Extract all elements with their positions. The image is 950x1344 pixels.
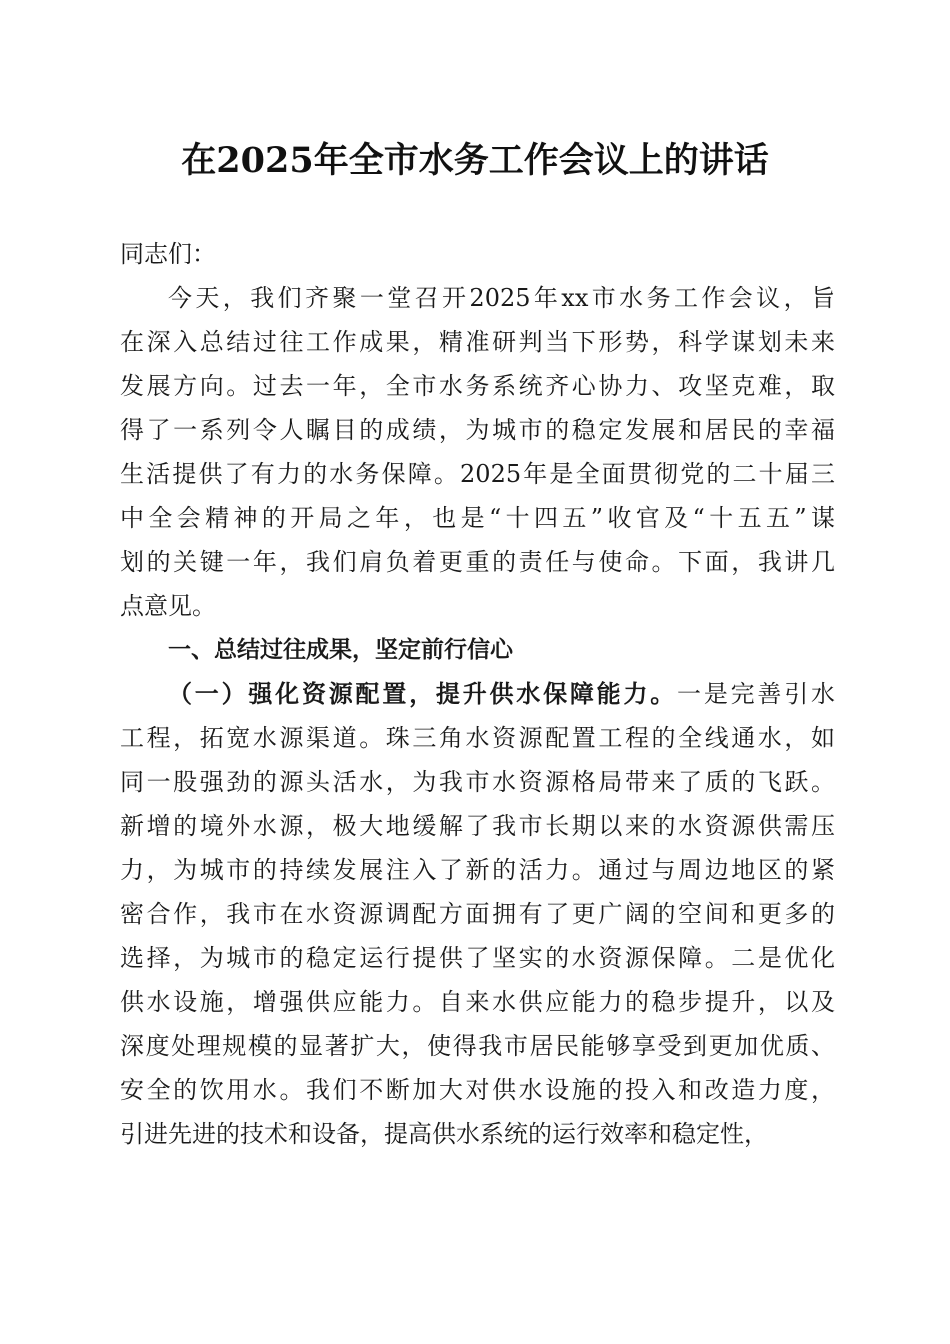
salutation: 同志们：	[120, 240, 216, 268]
paragraph-line: 力，为城市的持续发展注入了新的活力。通过与周边地区的紧	[120, 856, 835, 884]
paragraph-line: 安全的饮用水。我们不断加大对供水设施的投入和改造力度，	[120, 1076, 835, 1104]
subsection-first-rest: 一是完善引水	[677, 680, 836, 708]
section-heading: 一、总结过往成果，坚定前行信心	[168, 637, 513, 663]
paragraph-line: 中全会精神的开局之年，也是“十四五”收官及“十五五”谋	[120, 504, 835, 532]
paragraph-line: 引进先进的技术和设备，提高供水系统的运行效率和稳定性，	[120, 1120, 768, 1148]
document-title: 在2025年全市水务工作会议上的讲话	[181, 140, 769, 181]
paragraph-line: 供水设施，增强供应能力。自来水供应能力的稳步提升，以及	[120, 988, 835, 1016]
subsection-first-line	[120, 676, 835, 720]
paragraph-line: 深度处理规模的显著扩大，使得我市居民能够享受到更加优质、	[120, 1032, 835, 1060]
paragraph-line: 得了一系列令人瞩目的成绩，为城市的稳定发展和居民的幸福	[120, 416, 835, 444]
paragraph-line: 点意见。	[120, 592, 216, 620]
paragraph-line: 生活提供了有力的水务保障。2025年是全面贯彻党的二十届三	[120, 460, 835, 488]
paragraph-line: 今天，我们齐聚一堂召开2025年xx市水务工作会议，旨	[168, 284, 835, 312]
paragraph-line: 划的关键一年，我们肩负着更重的责任与使命。下面，我讲几	[120, 548, 835, 576]
document-body	[120, 236, 835, 1160]
paragraph-line: 密合作，我市在水资源调配方面拥有了更广阔的空间和更多的	[120, 900, 835, 928]
paragraph-line: 在深入总结过往工作成果，精准研判当下形势，科学谋划未来	[120, 328, 835, 356]
paragraph-line: 新增的境外水源，极大地缓解了我市长期以来的水资源供需压	[120, 812, 835, 840]
paragraph-line: 工程，拓宽水源渠道。珠三角水资源配置工程的全线通水，如	[120, 724, 835, 752]
paragraph-line: 发展方向。过去一年，全市水务系统齐心协力、攻坚克难，取	[120, 372, 835, 400]
paragraph-line: 同一股强劲的源头活水，为我市水资源格局带来了质的飞跃。	[120, 768, 835, 796]
subsection-lead: （一）强化资源配置，提升供水保障能力。	[168, 679, 678, 708]
paragraph-line: 选择，为城市的稳定运行提供了坚实的水资源保障。二是优化	[120, 944, 835, 972]
